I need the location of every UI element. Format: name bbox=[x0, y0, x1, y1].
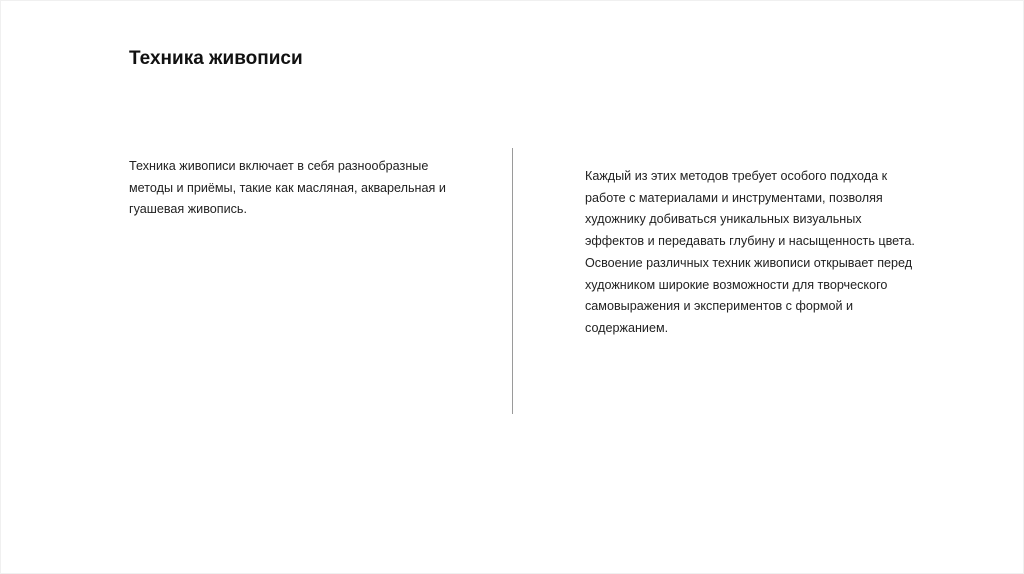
left-column-text: Техника живописи включает в себя разнообразные методы и приёмы, такие как масляная, акварельная и гуашевая живопись. bbox=[129, 159, 446, 217]
slide-title: Техника живописи bbox=[129, 48, 303, 69]
right-column-text: Каждый из этих методов требует особого подхода к работе с материалами и инструментами, позволяя художнику добиваться уникальных визуальных эффектов и передавать глубину и насыщенность цвета. Освоение различных техник живописи открывает перед художником широкие возможности для творческого самовыражения и экспериментов с формой и содержанием. bbox=[585, 169, 915, 335]
column-divider bbox=[512, 148, 513, 414]
